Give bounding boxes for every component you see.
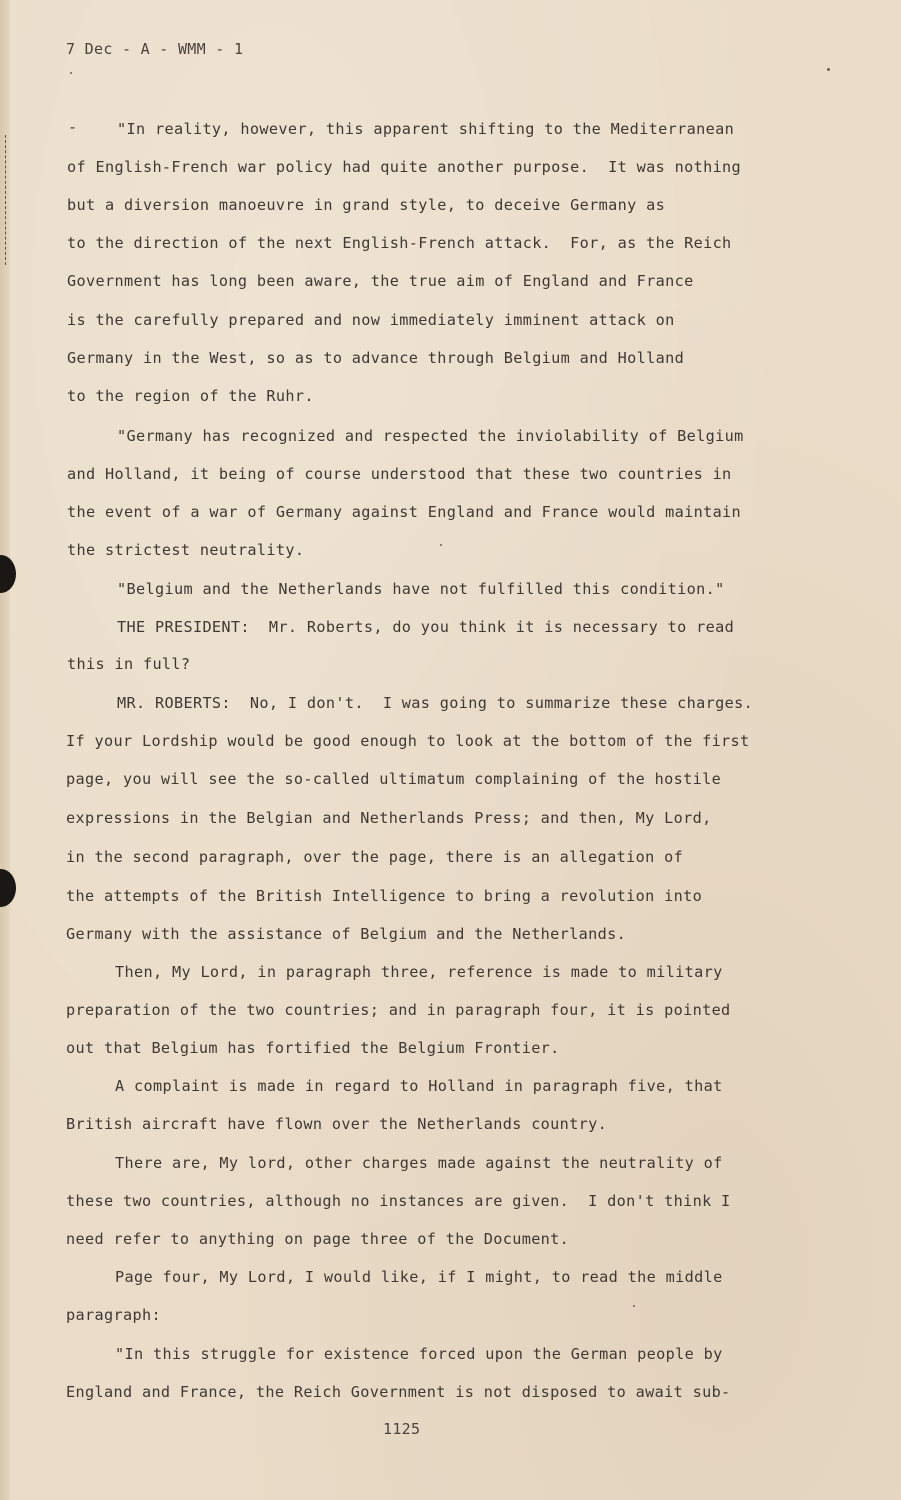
margin-mark [5, 135, 8, 265]
text-line: to the region of the Ruhr. [67, 387, 314, 405]
text-line: England and France, the Reich Government is not disposed to await sub- [66, 1383, 731, 1401]
paper-speck [633, 1305, 635, 1307]
text-line: "In reality, however, this apparent shifting to the Mediterranean [117, 120, 735, 138]
text-line: is the carefully prepared and now immediately imminent attack on [67, 311, 675, 329]
leading-dash: - [68, 118, 78, 136]
text-line: to the direction of the next English-French attack. For, as the Reich [67, 234, 732, 252]
text-line: If your Lordship would be good enough to look at the bottom of the first [66, 732, 750, 750]
text-line: British aircraft have flown over the Netherlands country. [66, 1115, 608, 1133]
page-header: 7 Dec - A - WMM - 1 [66, 40, 244, 58]
text-line: Germany with the assistance of Belgium and the Netherlands. [66, 925, 627, 943]
text-line: A complaint is made in regard to Holland in paragraph five, that [115, 1077, 723, 1095]
text-line: the event of a war of Germany against England and France would maintain [67, 503, 742, 521]
text-line: paragraph: [66, 1306, 161, 1324]
text-line: "Germany has recognized and respected the inviolability of Belgium [117, 427, 744, 445]
text-line: in the second paragraph, over the page, there is an allegation of [66, 848, 684, 866]
text-line: "In this struggle for existence forced upon the German people by [115, 1345, 723, 1363]
text-line: preparation of the two countries; and in paragraph four, it is pointed [66, 1001, 731, 1019]
text-line: expressions in the Belgian and Netherlands Press; and then, My Lord, [66, 809, 712, 827]
text-line: There are, My lord, other charges made against the neutrality of [115, 1154, 723, 1172]
text-line: MR. ROBERTS: No, I don't. I was going to summarize these charges. [117, 694, 754, 712]
text-line: out that Belgium has fortified the Belgium Frontier. [66, 1039, 560, 1057]
text-line: "Belgium and the Netherlands have not fulfilled this condition." [117, 580, 725, 598]
punch-hole-lower [0, 869, 16, 907]
text-line: need refer to anything on page three of the Document. [66, 1230, 570, 1248]
text-line: THE PRESIDENT: Mr. Roberts, do you think it is necessary to read [117, 618, 735, 636]
text-line: Germany in the West, so as to advance through Belgium and Holland [67, 349, 685, 367]
punch-hole-upper [0, 555, 16, 593]
text-line: Then, My Lord, in paragraph three, reference is made to military [115, 963, 723, 981]
text-line: these two countries, although no instances are given. I don't think I [66, 1192, 731, 1210]
text-line: but a diversion manoeuvre in grand style, to deceive Germany as [67, 196, 666, 214]
text-line: page, you will see the so-called ultimatum complaining of the hostile [66, 770, 722, 788]
paper-speck [70, 72, 72, 74]
text-line: of English-French war policy had quite another purpose. It was nothing [67, 158, 742, 176]
text-line: the strictest neutrality. [67, 541, 305, 559]
text-line: this in full? [67, 655, 191, 673]
paper-speck [440, 544, 442, 546]
text-line: and Holland, it being of course understood that these two countries in [67, 465, 732, 483]
paper-speck [827, 68, 830, 71]
text-line: Page four, My Lord, I would like, if I might, to read the middle [115, 1268, 723, 1286]
text-line: the attempts of the British Intelligence to bring a revolution into [66, 887, 703, 905]
text-line: Government has long been aware, the true aim of England and France [67, 272, 694, 290]
page-number: 1125 [383, 1420, 421, 1438]
